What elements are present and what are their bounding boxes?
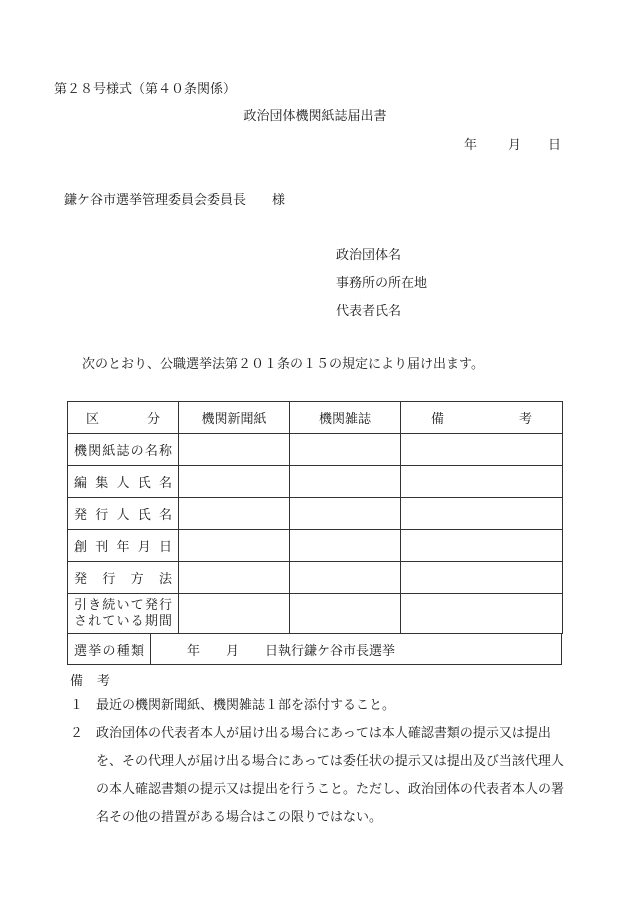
row-label-publication-method: 発行方法	[68, 562, 179, 594]
row-label-continuing-period: 引き続いて発行 されている期間	[68, 594, 179, 634]
note-item-1	[70, 692, 566, 720]
cell-magazine[interactable]	[290, 594, 401, 634]
notes-heading: 備考	[70, 674, 125, 689]
cell-newspaper[interactable]	[179, 434, 290, 466]
form-number: 第２８号様式（第４０条関係）	[54, 82, 237, 97]
note-number: １	[70, 698, 84, 713]
header-remarks: 備 考	[401, 402, 563, 434]
election-month: 月	[226, 643, 240, 659]
row-label-founding-date: 創刊年月日	[68, 530, 179, 562]
addressee-name: 鎌ケ谷市選挙管理委員会委員長	[64, 193, 247, 208]
note-text: 政治団体の代表者本人が届け出る場合にあっては本人確認書類の提示又は提出を、その代理人が届け出る場合にあっては委任状の提示又は提出及び当該代理人の本人確認書類の提示又は提出を行うこと。ただし、政治団体の代表者本人の署名その他の措置がある場合はこの限りではない。	[96, 726, 565, 825]
cell-remarks[interactable]	[401, 434, 563, 466]
date-month: 月	[508, 138, 522, 153]
election-day-text: 日執行鎌ケ谷市長選挙	[265, 643, 396, 659]
row-label-publication-name: 機関紙誌の名称	[68, 434, 179, 466]
cell-newspaper[interactable]	[179, 498, 290, 530]
table-row	[68, 562, 563, 594]
document-title: 政治団体機関紙誌届出書	[243, 109, 387, 124]
cell-remarks[interactable]	[401, 530, 563, 562]
table-header-row	[68, 402, 563, 434]
cell-remarks[interactable]	[401, 466, 563, 498]
table-row	[68, 530, 563, 562]
date-day: 日	[548, 138, 562, 153]
addressee-honorific: 様	[272, 193, 286, 208]
note-number: ２	[70, 726, 84, 741]
publication-table	[67, 401, 563, 634]
sender-office-label: 事務所の所在地	[336, 276, 428, 291]
note-text: 最近の機関新聞紙、機関雑誌１部を添付すること。	[96, 698, 396, 713]
header-magazine: 機関雑誌	[290, 402, 401, 434]
table-row	[68, 466, 563, 498]
row-label-publisher-name: 発行人氏名	[68, 498, 179, 530]
cell-magazine[interactable]	[290, 434, 401, 466]
cell-magazine[interactable]	[290, 562, 401, 594]
cell-remarks[interactable]	[401, 562, 563, 594]
cell-remarks[interactable]	[401, 498, 563, 530]
row-label-editor-name: 編集人氏名	[68, 466, 179, 498]
date-year: 年	[464, 138, 478, 153]
cell-magazine[interactable]	[290, 530, 401, 562]
sender-representative-label: 代表者氏名	[336, 304, 402, 319]
note-item-2	[70, 720, 566, 832]
table-row	[68, 434, 563, 466]
intro-text: 次のとおり、公職選挙法第２０１条の１５の規定により届け出ます。	[82, 357, 484, 372]
header-kubun: 区 分	[68, 402, 179, 434]
table-row	[68, 498, 563, 530]
cell-magazine[interactable]	[290, 466, 401, 498]
election-year: 年	[187, 643, 201, 659]
cell-newspaper[interactable]	[179, 530, 290, 562]
election-type-label: 選挙の種類	[68, 634, 151, 665]
cell-newspaper[interactable]	[179, 562, 290, 594]
cell-remarks[interactable]	[401, 594, 563, 634]
table-row	[68, 594, 563, 634]
cell-newspaper[interactable]	[179, 594, 290, 634]
sender-org-name-label: 政治団体名	[336, 248, 402, 263]
addressee	[64, 189, 285, 208]
cell-newspaper[interactable]	[179, 466, 290, 498]
election-type-value[interactable]	[151, 634, 562, 665]
cell-magazine[interactable]	[290, 498, 401, 530]
election-table	[67, 633, 562, 665]
election-row	[68, 634, 562, 665]
header-newspaper: 機関新聞紙	[179, 402, 290, 434]
